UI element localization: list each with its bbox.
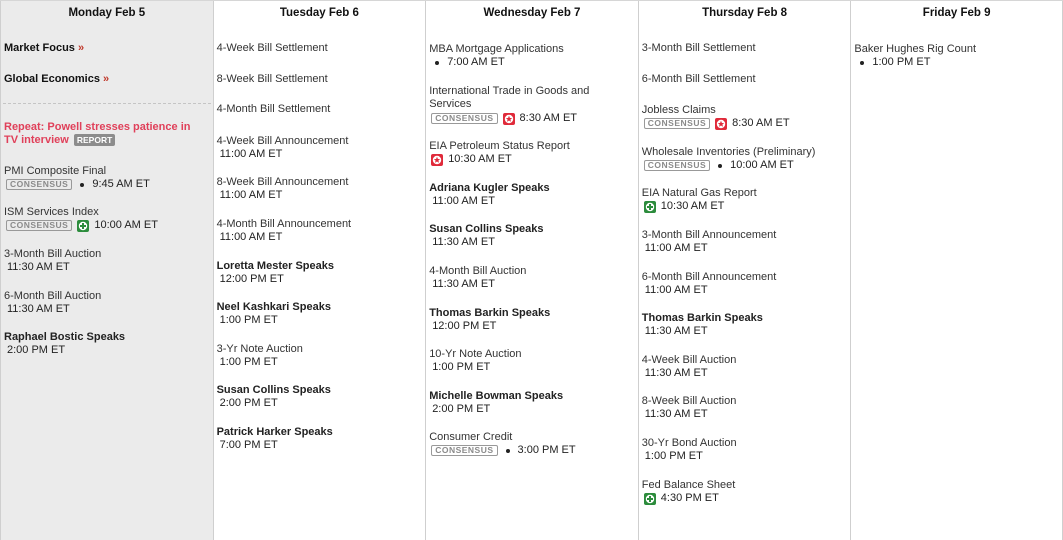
event-name[interactable]: Jobless Claims xyxy=(641,104,716,116)
event-name[interactable]: 3-Month Bill Auction xyxy=(4,248,102,260)
high-importance-plus-icon xyxy=(644,201,656,213)
event-item[interactable] xyxy=(217,176,422,202)
day-column-tuesday xyxy=(213,1,426,540)
event-time: 8:30 AM ET xyxy=(732,117,790,129)
market-focus-link[interactable] xyxy=(4,42,209,55)
event-name[interactable]: Loretta Mester Speaks xyxy=(216,260,334,272)
event-time: 11:00 AM ET xyxy=(219,189,283,201)
day-header: Friday Feb 9 xyxy=(922,7,991,19)
event-name[interactable]: MBA Mortgage Applications xyxy=(429,43,564,55)
event-time: 11:30 AM ET xyxy=(7,303,70,315)
event-item[interactable] xyxy=(429,265,634,291)
event-time: 11:30 AM ET xyxy=(432,278,495,290)
dot-icon xyxy=(435,61,439,65)
consensus-badge[interactable]: CONSENSUS xyxy=(6,220,72,231)
event-item[interactable] xyxy=(642,104,847,130)
link-label: Global Economics xyxy=(4,73,100,85)
event-time: 10:00 AM ET xyxy=(94,219,158,231)
consensus-badge[interactable]: CONSENSUS xyxy=(431,113,497,124)
chevron-right-icon: » xyxy=(77,42,85,54)
event-time: 9:45 AM ET xyxy=(92,178,150,190)
dot-icon xyxy=(718,164,722,168)
event-item[interactable] xyxy=(429,431,634,457)
repeat-news-item[interactable] xyxy=(4,121,204,147)
event-time: 1:00 PM ET xyxy=(219,356,278,368)
section-divider xyxy=(3,103,211,104)
event-time: 11:30 AM ET xyxy=(7,261,70,273)
event-time: 11:00 AM ET xyxy=(219,231,283,243)
day-header: Wednesday Feb 7 xyxy=(483,7,581,19)
report-badge[interactable]: REPORT xyxy=(74,134,115,146)
event-time: 12:00 PM ET xyxy=(432,320,497,332)
consensus-badge[interactable]: CONSENSUS xyxy=(6,179,72,190)
link-label: Market Focus xyxy=(4,42,75,54)
day-header: Tuesday Feb 6 xyxy=(279,7,359,19)
event-time: 10:00 AM ET xyxy=(730,159,794,171)
event-time: 2:00 PM ET xyxy=(7,344,66,356)
event-name[interactable]: Susan Collins Speaks xyxy=(216,384,331,396)
day-column-thursday xyxy=(638,1,851,540)
global-economics-link[interactable] xyxy=(4,73,209,86)
market-moving-star-icon xyxy=(503,113,515,125)
event-item[interactable] xyxy=(642,312,847,338)
event-name[interactable]: 4-Week Bill Announcement xyxy=(216,135,349,147)
event-item[interactable] xyxy=(429,223,634,249)
event-name-continued[interactable]: Services xyxy=(429,98,472,110)
event-name[interactable]: 8-Week Bill Auction xyxy=(641,395,737,407)
event-item[interactable] xyxy=(429,140,634,166)
event-item[interactable] xyxy=(642,42,847,55)
high-importance-plus-icon xyxy=(77,220,89,232)
event-item[interactable] xyxy=(642,73,847,86)
event-time: 2:00 PM ET xyxy=(219,397,278,409)
event-time: 1:00 PM ET xyxy=(432,361,491,373)
event-name[interactable]: Adriana Kugler Speaks xyxy=(429,182,550,194)
event-item[interactable] xyxy=(217,260,422,286)
event-item[interactable] xyxy=(217,384,422,410)
event-name[interactable]: PMI Composite Final xyxy=(4,165,107,177)
event-name[interactable]: 3-Month Bill Announcement xyxy=(641,229,777,241)
event-name[interactable]: 4-Week Bill Auction xyxy=(641,354,737,366)
event-item[interactable] xyxy=(217,73,422,86)
event-time: 3:00 PM ET xyxy=(517,444,576,456)
event-name[interactable]: 4-Month Bill Announcement xyxy=(216,218,352,230)
event-item[interactable] xyxy=(217,426,422,452)
event-time: 10:30 AM ET xyxy=(448,153,512,165)
event-item[interactable] xyxy=(4,331,209,357)
day-column-monday xyxy=(0,1,213,540)
event-name[interactable]: Raphael Bostic Speaks xyxy=(4,331,126,343)
event-name[interactable]: 6-Month Bill Auction xyxy=(4,290,102,302)
event-name[interactable]: 8-Week Bill Settlement xyxy=(216,73,328,85)
event-item[interactable] xyxy=(642,479,847,505)
event-item[interactable] xyxy=(217,42,422,55)
event-item[interactable] xyxy=(429,307,634,333)
event-item[interactable] xyxy=(217,301,422,327)
event-name[interactable]: Thomas Barkin Speaks xyxy=(429,307,551,319)
event-time: 11:30 AM ET xyxy=(432,236,495,248)
event-time: 1:00 PM ET xyxy=(219,314,278,326)
consensus-badge[interactable]: CONSENSUS xyxy=(644,118,710,129)
dot-icon xyxy=(506,449,510,453)
event-name[interactable]: EIA Petroleum Status Report xyxy=(429,140,570,152)
event-item[interactable] xyxy=(4,290,209,316)
event-item[interactable] xyxy=(642,271,847,297)
event-time: 11:30 AM ET xyxy=(644,408,708,420)
event-name[interactable]: Patrick Harker Speaks xyxy=(216,426,333,438)
event-item[interactable] xyxy=(642,437,847,463)
event-item[interactable] xyxy=(642,146,847,172)
event-item[interactable] xyxy=(642,229,847,255)
chevron-right-icon: » xyxy=(103,73,110,85)
event-name[interactable]: EIA Natural Gas Report xyxy=(641,187,757,199)
dot-icon xyxy=(860,61,864,65)
event-time: 11:30 AM ET xyxy=(644,325,708,337)
event-time: 1:00 PM ET xyxy=(644,450,703,462)
event-name[interactable]: International Trade in Goods and xyxy=(429,85,590,97)
event-name[interactable]: Consumer Credit xyxy=(429,431,513,443)
event-name[interactable]: Wholesale Inventories (Preliminary) xyxy=(641,146,816,158)
event-name[interactable]: Michelle Bowman Speaks xyxy=(429,390,564,402)
day-column-friday xyxy=(850,1,1063,540)
event-name[interactable]: 10-Yr Note Auction xyxy=(429,348,522,360)
event-name[interactable]: 6-Month Bill Settlement xyxy=(641,73,756,85)
event-item[interactable] xyxy=(429,348,634,374)
event-time: 11:00 AM ET xyxy=(644,242,708,254)
event-item[interactable] xyxy=(4,206,209,232)
event-item[interactable] xyxy=(429,390,634,416)
event-time: 2:00 PM ET xyxy=(432,403,491,415)
event-time: 11:30 AM ET xyxy=(644,367,708,379)
event-item[interactable] xyxy=(429,43,634,69)
event-name[interactable]: Neel Kashkari Speaks xyxy=(216,301,331,313)
market-moving-star-icon xyxy=(431,154,443,166)
event-name[interactable]: 4-Month Bill Auction xyxy=(429,265,527,277)
high-importance-plus-icon xyxy=(644,493,656,505)
day-header: Thursday Feb 8 xyxy=(702,7,788,19)
event-time: 7:00 AM ET xyxy=(447,56,505,68)
event-item[interactable] xyxy=(4,165,209,191)
event-name[interactable]: 4-Week Bill Settlement xyxy=(216,42,328,54)
event-item[interactable] xyxy=(217,343,422,369)
event-item[interactable] xyxy=(854,43,1058,69)
event-item[interactable] xyxy=(217,218,422,244)
event-time: 4:30 PM ET xyxy=(660,492,719,504)
event-item[interactable] xyxy=(429,182,634,208)
event-name[interactable]: 8-Week Bill Announcement xyxy=(216,176,349,188)
event-item[interactable] xyxy=(217,135,422,161)
event-time: 11:00 AM ET xyxy=(219,148,283,160)
event-time: 8:30 AM ET xyxy=(519,112,578,124)
day-column-wednesday xyxy=(425,1,638,540)
event-name[interactable]: Susan Collins Speaks xyxy=(429,223,544,235)
event-time: 7:00 PM ET xyxy=(219,439,278,451)
event-name[interactable]: Thomas Barkin Speaks xyxy=(641,312,763,324)
event-time: 11:00 AM ET xyxy=(432,195,495,207)
event-name[interactable]: Baker Hughes Rig Count xyxy=(854,43,977,55)
event-name[interactable]: 4-Month Bill Settlement xyxy=(216,103,331,115)
event-item[interactable] xyxy=(642,395,847,421)
consensus-badge[interactable]: CONSENSUS xyxy=(644,160,710,171)
day-header: Monday Feb 5 xyxy=(68,7,146,19)
event-item[interactable] xyxy=(642,187,847,213)
event-name[interactable]: ISM Services Index xyxy=(4,206,99,218)
event-name[interactable]: 3-Month Bill Settlement xyxy=(641,42,756,54)
consensus-badge[interactable]: CONSENSUS xyxy=(431,445,497,456)
event-item[interactable] xyxy=(217,103,422,116)
event-name[interactable]: Fed Balance Sheet xyxy=(641,479,736,491)
event-item[interactable] xyxy=(4,248,209,274)
event-name[interactable]: 30-Yr Bond Auction xyxy=(641,437,737,449)
news-headline[interactable]: Repeat: Powell stresses patience in TV interview xyxy=(4,121,191,146)
market-moving-star-icon xyxy=(715,118,727,130)
event-item[interactable] xyxy=(429,85,634,125)
event-name[interactable]: 6-Month Bill Announcement xyxy=(641,271,777,283)
event-item[interactable] xyxy=(642,354,847,380)
event-time: 10:30 AM ET xyxy=(660,200,725,212)
event-time: 1:00 PM ET xyxy=(872,56,931,68)
event-time: 12:00 PM ET xyxy=(219,273,284,285)
event-time: 11:00 AM ET xyxy=(644,284,708,296)
dot-icon xyxy=(80,183,84,187)
event-name[interactable]: 3-Yr Note Auction xyxy=(216,343,303,355)
